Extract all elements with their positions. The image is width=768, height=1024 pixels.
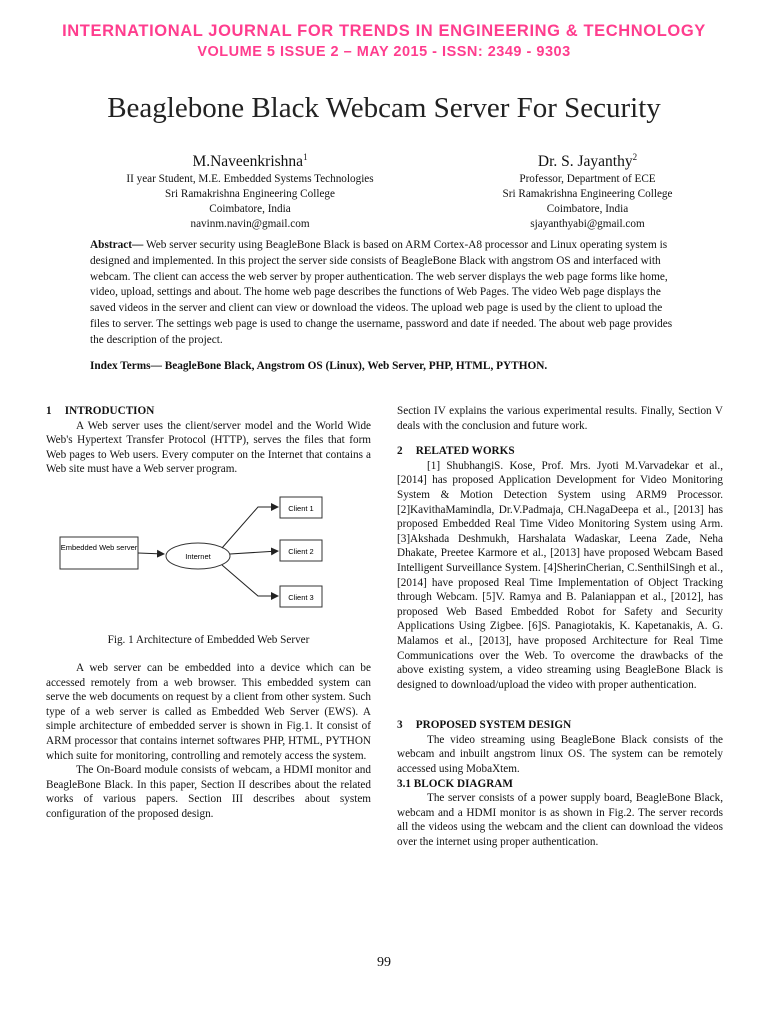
server-box [60, 537, 138, 569]
author-2-sup: 2 [632, 152, 638, 162]
journal-title: INTERNATIONAL JOURNAL FOR TRENDS IN ENGINEERING & TECHNOLOGY [62, 22, 706, 40]
system-design-paragraph: The video streaming using BeagleBone Black consists of the webcam and inbuilt angstrom linux OS. The system can be remotely accessed using MobaXtem. [397, 733, 723, 776]
paper-title: Beaglebone Black Webcam Server For Security [107, 92, 661, 124]
section-outline-paragraph: Section IV explains the various experimental results. Finally, Section V deals with the conclusion and future work. [397, 405, 723, 432]
intro-paragraph-3: The On-Board module consists of webcam, a HDMI monitor and BeagleBone Black. In this paper, Section II describes about the related works of various papers. Section III describes about system configuration of the proposed design. [46, 764, 371, 820]
section-2-heading: 2 RELATED WORKS [397, 445, 515, 458]
author-1-location: Coimbatore, India [209, 203, 291, 216]
server-label: Embedded Web server [60, 543, 138, 552]
abstract-text: Web server security using BeagleBone Black is based on ARM Cortex-A8 processor and Linux operating system is designed and implemented. In this project the server side consists of BeagleBone Black with angstrom OS and interfaced with webcam. The client can access the web server by proper authentication. The web server displays the web page forms like home, video, upload, settings and about. The home web page describes the functions of Web Pages. The video Web page displays the saved videos in the server and client can view or download the videos. The upload web page is used by the client to upload the files to server. The settings web page is used to change the username, password and date if needed. The about web page provides the description of the project. [90, 239, 673, 346]
block-diagram-paragraph: The server consists of a power supply board, BeagleBone Black, webcam and a HDMI monitor is as shown in Fig.2. The server records all the videos using the webcam and the client can download the videos over the internet using proper authentication. [397, 792, 723, 849]
author-1-name: M.Naveenkrishna [192, 153, 304, 171]
related-works-paragraph: [1] ShubhangiS. Kose, Prof. Mrs. Jyoti M.Varvadekar et al., [2014] has proposed Application Development for Video Monitoring System & Motion Detection System using ARM9 Processor. [2]KavithaMamindla, Dr.V.Padmaja, CH.NagaDeepa et al., [2013] has proposed Embedded Real Time Video Monitoring System using Arm. [3]Akshada Deshmukh, Harshalata Wadaskar, Leena Zade, Neha Dhakate, Preetee Karmore et al., [2013] have proposed Webcam Based Intelligent Surveillance System. [4]SherinCherian, C.SenthilSingh et al., [2014] have proposed Real Time Implementation of Object Tracking through Webcam. [5]V. Ramya and B. Palaniappan et al., [2012], has proposed Web Based Embedded Robot for Safety and Security Applications Using Zigbee. [6]S. Panagiotakis, K. Kapetanakis, A. G. Malamos et al., [2013], have proposed Architecture for Real Time Communications over the Web. To overcome the drawbacks of the above existing system, a video streaming using BeagleBone Black is designed to download/upload the video with proper authentication. [397, 459, 723, 691]
intro-paragraph-2: A web server can be embedded into a device which can be accessed remotely from a web browser. This embedded system can serve the web documents on request by a client from other system. Such type of a web server is called as Embedded Web Server (EWS). A simple architecture of embedded server is shown in Fig.1. It consist of ARM processor that contains internet softwares PHP, HTML, PYTHON which suite for monitoring, controlling and remotely access the system. [46, 662, 371, 762]
section-1-heading: 1 INTRODUCTION [46, 405, 155, 417]
figure-1-diagram [58, 494, 358, 614]
right-column [397, 404, 723, 850]
internet-client2-arrow [230, 551, 278, 554]
author-1-position: II year Student, M.E. Embedded Systems Technologies [126, 173, 374, 186]
left-column-lower [46, 661, 371, 822]
abstract-label: Abstract— [90, 239, 144, 251]
author-2-position: Professor, Department of ECE [519, 173, 656, 186]
author-1 [100, 147, 400, 232]
page-number: 99 [377, 955, 391, 970]
author-2-location: Coimbatore, India [546, 203, 629, 216]
author-1-sup: 1 [303, 152, 308, 162]
author-1-college: Sri Ramakrishna Engineering College [165, 188, 335, 201]
internet-client3-arrow [222, 565, 278, 596]
index-terms: Index Terms— BeagleBone Black, Angstrom OS (Linux), Web Server, PHP, HTML, PYTHON. [90, 360, 548, 372]
figure-1-caption: Fig. 1 Architecture of Embedded Web Server [107, 634, 310, 646]
section-3-heading: 3 PROPOSED SYSTEM DESIGN [397, 719, 572, 732]
client-2-label: Client 2 [288, 547, 314, 556]
server-internet-arrow [138, 553, 164, 554]
left-column [46, 404, 371, 477]
intro-paragraph-1: A Web server uses the client/server model and the World Wide Web's Hypertext Transfer Protocol (HTTP), serves the files that form Web pages to Web users. Every computer on the Internet that contains a Web site must have a Web server program. [46, 419, 371, 476]
author-1-email[interactable]: navinm.navin@gmail.com [190, 218, 310, 231]
abstract [90, 238, 680, 349]
journal-issue: VOLUME 5 ISSUE 2 – MAY 2015 - ISSN: 2349 - 9303 [197, 44, 571, 60]
author-2-email[interactable]: sjayanthyabi@gmail.com [530, 218, 645, 231]
internet-label: Internet [185, 552, 211, 561]
client-3-label: Client 3 [288, 593, 314, 602]
author-2 [470, 147, 705, 232]
section-3-1-heading: 3.1 BLOCK DIAGRAM [397, 777, 513, 790]
client-1-label: Client 1 [288, 504, 314, 513]
internet-client1-arrow [222, 507, 278, 548]
author-2-college: Sri Ramakrishna Engineering College [502, 188, 673, 201]
author-2-name: Dr. S. Jayanthy [537, 153, 633, 171]
